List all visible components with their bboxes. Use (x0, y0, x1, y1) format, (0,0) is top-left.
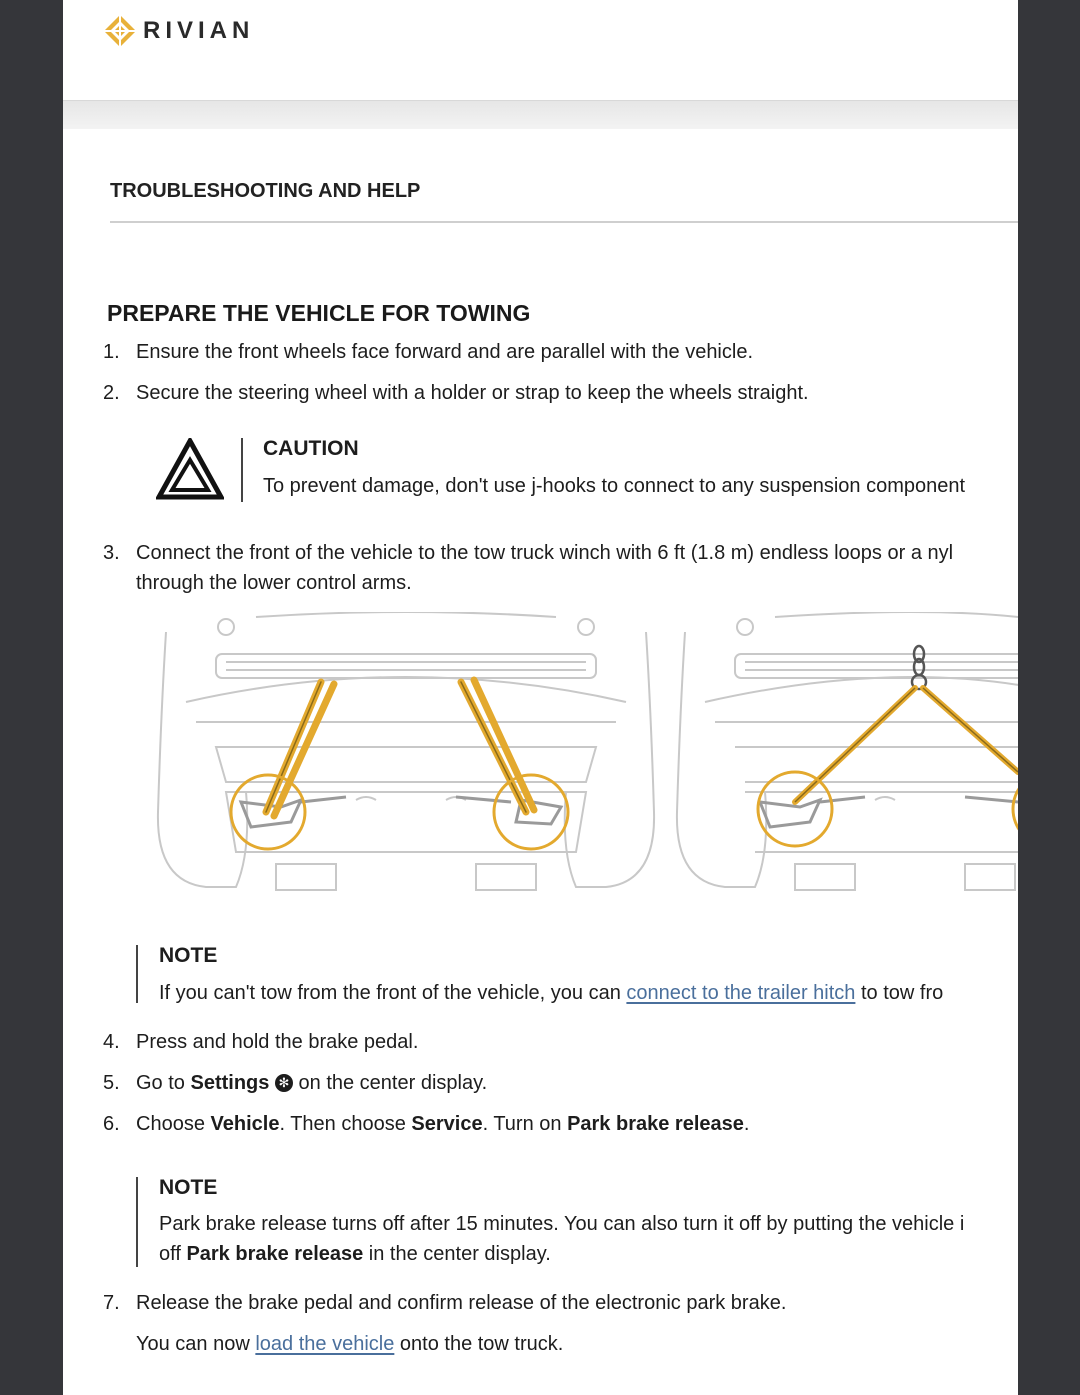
note-text-post: to tow fro (855, 982, 944, 1004)
step-text-post: on the center display. (292, 1072, 488, 1094)
step-text: Choose (136, 1113, 211, 1135)
step-6 (103, 1109, 749, 1139)
step-text: Secure the steering wheel with a holder or strap to keep the wheels straight. (136, 382, 809, 404)
warning-triangle-icon (156, 438, 224, 500)
vehicle-label: Vehicle (210, 1113, 280, 1135)
final-instruction (103, 1329, 563, 1359)
step-number: 6. (103, 1113, 120, 1135)
caution-divider (241, 438, 243, 502)
note-text (159, 978, 943, 1008)
note-text (159, 1209, 964, 1269)
rivian-compass-icon (103, 14, 137, 48)
step-text: Press and hold the brake pedal. (136, 1031, 419, 1053)
section-label: TROUBLESHOOTING AND HELP (110, 180, 421, 202)
note-text-line-2 (159, 1239, 964, 1269)
step-number: 3. (103, 542, 120, 564)
step-text: Release the brake pedal and confirm release of the electronic park brake. (136, 1292, 787, 1314)
step-3 (103, 538, 953, 598)
step-5 (103, 1068, 487, 1098)
park-brake-release-label: Park brake release (186, 1243, 364, 1265)
brand-name: RIVIAN (143, 17, 255, 44)
step-4 (103, 1027, 418, 1057)
note-text-line-1: Park brake release turns off after 15 minutes. You can also turn it off by putting the vehicle i (159, 1213, 965, 1235)
site-header (63, 0, 1018, 100)
final-text-pre: You can now (136, 1333, 256, 1355)
step-1 (103, 337, 753, 367)
step-7 (103, 1288, 786, 1318)
trailer-hitch-link[interactable]: connect to the trailer hitch (626, 982, 856, 1004)
note-text-pre: off (159, 1243, 187, 1265)
step-text: Connect the front of the vehicle to the tow truck winch with 6 ft (1.8 m) endless loops or a nyl (136, 542, 954, 564)
service-label: Service (411, 1113, 483, 1135)
caution-title: CAUTION (263, 437, 359, 460)
park-brake-release-label: Park brake release (567, 1113, 744, 1135)
step-number: 7. (103, 1292, 120, 1314)
section-divider (110, 221, 1018, 223)
note-text-post: in the center display. (363, 1243, 551, 1265)
step-text: . (743, 1113, 750, 1135)
load-vehicle-link[interactable]: load the vehicle (255, 1333, 395, 1355)
note-divider (136, 945, 138, 1003)
header-divider-band (63, 100, 1018, 129)
settings-gear-icon: ✻ (275, 1074, 293, 1092)
step-text: . Turn on (482, 1113, 568, 1135)
note-divider (136, 1177, 138, 1267)
page-title: PREPARE THE VEHICLE FOR TOWING (107, 300, 531, 326)
step-text: Ensure the front wheels face forward and are parallel with the vehicle. (136, 341, 754, 363)
step-text: . Then choose (279, 1113, 412, 1135)
rivian-logo[interactable] (103, 14, 254, 48)
tow-strap-chain-illustration (675, 612, 1018, 892)
caution-text: To prevent damage, don't use j-hooks to connect to any suspension component (263, 475, 966, 497)
step-text-continued: through the lower control arms. (136, 572, 412, 594)
step-2 (103, 378, 809, 408)
step-number: 5. (103, 1072, 120, 1094)
settings-label: Settings (190, 1072, 270, 1094)
step-text: Go to (136, 1072, 191, 1094)
document-page (63, 0, 1018, 1395)
final-text-post: onto the tow truck. (394, 1333, 564, 1355)
step-number: 1. (103, 341, 120, 363)
note-title: NOTE (159, 944, 218, 967)
tow-strap-straight-illustration (156, 612, 656, 892)
step-number: 2. (103, 382, 120, 404)
note-title: NOTE (159, 1176, 218, 1199)
note-text-pre: If you can't tow from the front of the vehicle, you can (159, 982, 627, 1004)
step-number: 4. (103, 1031, 120, 1053)
